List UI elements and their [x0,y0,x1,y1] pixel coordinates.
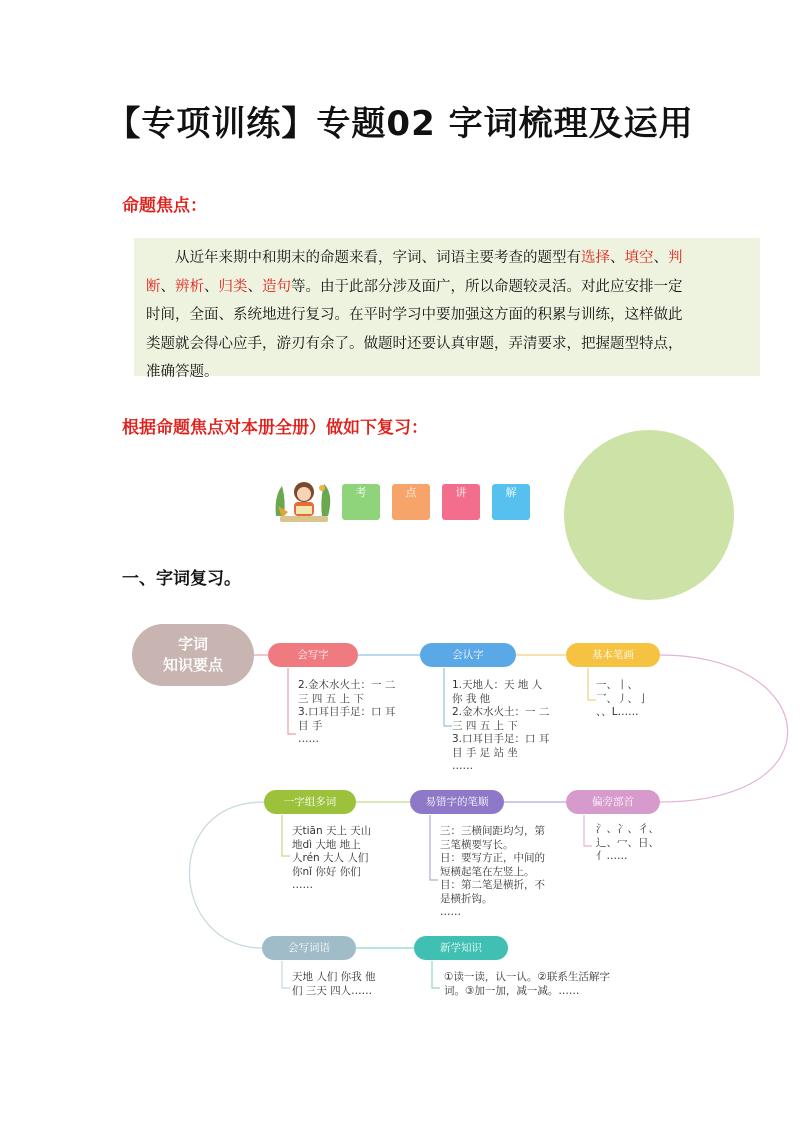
mindmap-leaf [440,825,545,920]
focus-keyword: 归类 [218,278,248,295]
banner-button-1: 考 [342,484,380,520]
leaf-line: 目：第二笔是横折，不 [440,879,545,891]
leaf-line: 地dì 大地 地上 [292,838,361,851]
mindmap-root [132,624,254,686]
leaf-line: 是横折钩。 [440,892,493,905]
mindmap-node-6: 一字组多词 [264,790,356,814]
focus-text: 时间，全面、系统地进行复习。在平时学习中要加强这方面的积累与训练，这样做此 [146,307,683,323]
mindmap-node-3: 基本笔画 [566,643,660,667]
mindmap-leaf [452,679,549,774]
root-line-1: 字词 [177,635,208,653]
leaf-line: …… [440,906,461,918]
leaf-line: 天地 人们 你我 他 [292,971,376,983]
leaf-line: 三 四 五 上 下 [298,692,364,705]
mindmap-node-7: 会写词语 [262,936,356,960]
leaf-line: 2.金木水火土：一 二 [298,679,396,691]
root-line-2: 知识要点 [162,656,223,674]
focus-keyword: 判 [668,250,683,266]
focus-text: 、 [204,278,219,295]
leaf-line: 天tiān 天上 天山 [292,825,372,837]
leaf-line: 你 我 他 [452,692,491,705]
mindmap-leaf [444,971,610,998]
leaf-line: 三：三横间距均匀，第 [440,825,545,837]
leaf-line: 人rén 大人 人们 [292,852,369,864]
mindmap-leaf [292,825,371,893]
focus-keyword: 填空 [624,250,654,266]
mindmap-node-5: 易错字的笔顺 [410,790,504,814]
leaf-line: 辶、冖、日、 [596,836,659,849]
banner-button-2: 点 [392,484,430,520]
focus-heading: 命题焦点： [122,196,207,216]
mindmap-leaf [596,679,649,720]
section-heading: 一、字词复习。 [122,569,241,589]
focus-text: 、 [653,250,668,266]
leaf-line: …… [298,733,319,745]
focus-text: 、 [247,278,262,295]
banner-button-4: 解 [492,484,530,520]
leaf-line: 3.口耳目手足：口 耳 [452,733,550,745]
leaf-line: 目 手 足 站 坐 [452,746,518,759]
leaf-line: …… [452,760,473,772]
mindmap-leaf [596,823,659,864]
leaf-line: 2.金木水火土：一 二 [452,706,550,718]
focus-text: 类题就会得心应手，游刃有余了。做题时还要认真审题，弄清要求，把握题型特点， [146,335,683,352]
mindmap-node-1: 会写字 [268,643,358,667]
page-title: 【专项训练】专题02 字词梳理及运用 [106,104,694,144]
leaf-line: 目 手 [298,719,323,732]
focus-text: 等。由于此部分涉及面广，所以命题较灵活。对此应安排一定 [291,278,683,295]
leaf-line: 氵、冫、彳、 [596,823,659,835]
mindmap-node-2: 会认字 [420,643,516,667]
mindmap-leaf [298,679,395,747]
focus-text: 从近年来期中和期末的命题来看，字词、词语主要考查的题型有 [146,250,581,266]
leaf-line: …… [292,879,313,891]
mindmap-node-8: 新学知识 [414,936,508,960]
focus-keyword: 断 [146,278,161,295]
leaf-line: 、、L…… [596,706,639,718]
leaf-line: 你nǐ 你好 你们 [292,865,361,878]
leaf-line: 们 三天 四人…… [292,984,373,997]
mindmap-leaf [292,971,376,998]
leaf-line: 一、丨、 [596,679,638,691]
leaf-line: 亻…… [596,850,628,862]
leaf-line: 三笔横要写长。 [440,838,514,851]
leaf-line: 三 四 五 上 下 [452,719,518,732]
leaf-line: 3.口耳目手足：口 耳 [298,706,396,718]
leaf-line: 乛、丿、亅 [596,692,649,705]
focus-keyword: 辨析 [175,278,204,295]
banner-button-3: 讲 [442,484,480,520]
focus-text: 、 [610,250,625,266]
leaf-line: 词。③加一加，减一减。…… [444,984,580,997]
leaf-line: 1.天地人：天 地 人 [452,679,543,691]
focus-text: 、 [160,278,175,295]
mindmap-node-4: 偏旁部首 [566,790,660,814]
leaf-line: ①读一读，认一认。②联系生活解字 [444,971,610,983]
focus-keyword: 选择 [581,250,610,266]
leaf-line: 日：要写方正，中间的 [440,852,545,864]
review-heading: 根据命题焦点对本册全册）做如下复习： [122,418,428,438]
focus-keyword: 造句 [262,278,291,295]
leaf-line: 短横起笔在左竖上。 [440,865,535,878]
focus-text: 准确答题。 [146,364,219,380]
